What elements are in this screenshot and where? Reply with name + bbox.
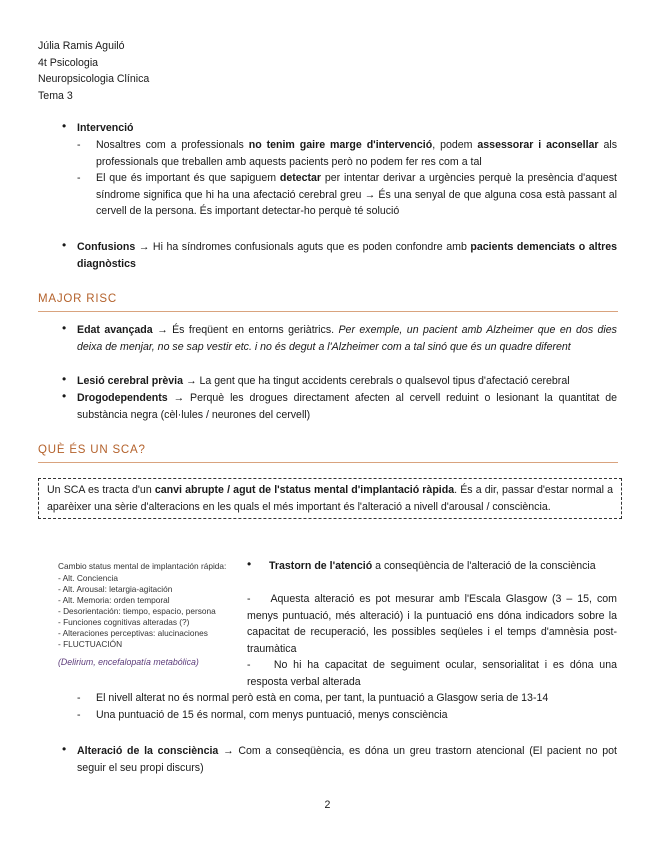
bullet-icon: •	[247, 557, 252, 571]
bullet-icon: •	[62, 321, 67, 335]
intervencio-item-2: El que és important és que sapiguem detectar per intentar derivar a urgències perquè la presència d'aquest síndrome significa que hi ha una afectació cerebral greu → És una senyal de que alguna cosa està passant al cervell de la persona. És important detectar-ho perquè té solució	[96, 172, 618, 217]
dash-icon: -	[77, 172, 81, 184]
bullet-icon: •	[62, 238, 67, 252]
document-header	[38, 38, 149, 104]
figure-title: Cambio status mental de implantación rápida:	[58, 561, 227, 571]
bullet-icon: •	[62, 372, 67, 386]
topic-name: Tema 3	[38, 89, 73, 102]
bullet-icon: •	[62, 742, 67, 756]
figure-item: - Alteraciones perceptivas: alucinaciones	[58, 628, 208, 638]
intervencio-item-1: Nosaltres com a professionals no tenim gaire marge d'intervenció, podem assessorar i aconsellar als professionals que treballen amb aquests pacients però no podem fer res com a tal	[96, 139, 618, 168]
sca-definition-box: Un SCA es tracta d'un canvi abrupte / agut de l'status mental d'implantació ràpida. És a dir, passar d'estar normal a aparèixer una sèrie d'alteracions en les quals el més important és l'alteració a nivell d'arousal / consciència.	[38, 478, 622, 519]
course-name: 4t Psicologia	[38, 56, 99, 69]
risk-item-drogo: Drogodependents → Perquè les drogues directament afecten al cervell reduint o lesionant la quantitat de substància negra (cèl·lules / neurones del cervell)	[77, 392, 617, 421]
figure-footer: (Delirium, encefalopatía metabólica)	[58, 657, 199, 667]
page-number: 2	[324, 799, 331, 811]
trastorn-item-1: - Aquesta alteració es pot mesurar amb l'Escala Glasgow (3 – 15, com menys puntuació, més alteració) i la puntuació ens dóna indicadors sobre la capacitat de recuperació, les possibles seqüeles i el temps d'amnèsia post-traumàtica	[247, 593, 618, 655]
figure-item: - Alt. Arousal: letargia-agitación	[58, 584, 173, 594]
alteracio-paragraph: Alteració de la consciència → Com a conseqüència, es dóna un greu trastorn atencional (El pacient no pot seguir el seu propi discurs)	[77, 745, 617, 774]
trastorn-item-4: Una puntuació de 15 és normal, com menys puntuació, menys consciència	[96, 709, 448, 721]
dash-icon: -	[77, 692, 81, 704]
figure-item: - Alt. Memoria: orden temporal	[58, 595, 170, 605]
figure-item: - Alt. Conciencia	[58, 573, 118, 583]
sca-figure	[58, 561, 240, 668]
sca-heading: QUÈ ÉS UN SCA?	[38, 442, 618, 463]
bullet-icon: •	[62, 389, 67, 403]
subject-name: Neuropsicologia Clínica	[38, 73, 150, 85]
risk-item-edat: Edat avançada → És freqüent en entorns geriàtrics. Per exemple, un pacient amb Alzheimer que en dos dies deixa de menjar, no se sap vestir etc. i no és degut a l'Alzheimer com a tal sinó que és un quadre diferent	[77, 324, 617, 353]
major-risc-heading: MAJOR RISC	[38, 291, 618, 312]
dash-icon: -	[77, 139, 81, 151]
figure-item: - Funciones cognitivas alteradas (?)	[58, 617, 190, 627]
bullet-icon: •	[62, 119, 67, 133]
risk-item-lesio: Lesió cerebral prèvia → La gent que ha tingut accidents cerebrals o qualsevol tipus d'afectació cerebral	[77, 375, 570, 387]
trastorn-item-3: El nivell alterat no és normal però està en coma, per tant, la puntuació a Glasgow seria de 13-14	[96, 692, 549, 704]
confusions-paragraph: Confusions → Hi ha síndromes confusionals aguts que es poden confondre amb pacients demenciats o altres diagnòstics	[77, 241, 618, 270]
dash-icon: -	[77, 709, 81, 721]
intervencio-title: Intervenció	[77, 122, 134, 134]
trastorn-item-2: - No hi ha capacitat de seguiment ocular, sensorialitat i es dóna una resposta verbal alterada	[247, 659, 617, 688]
figure-item: - FLUCTUACIÓN	[58, 639, 123, 649]
trastorn-paragraph: Trastorn de l'atenció a conseqüència de l'alteració de la consciència	[269, 560, 596, 572]
figure-item: - Desorientación: tiempo, espacio, persona	[58, 606, 216, 616]
author-name: Júlia Ramis Aguiló	[38, 40, 125, 52]
